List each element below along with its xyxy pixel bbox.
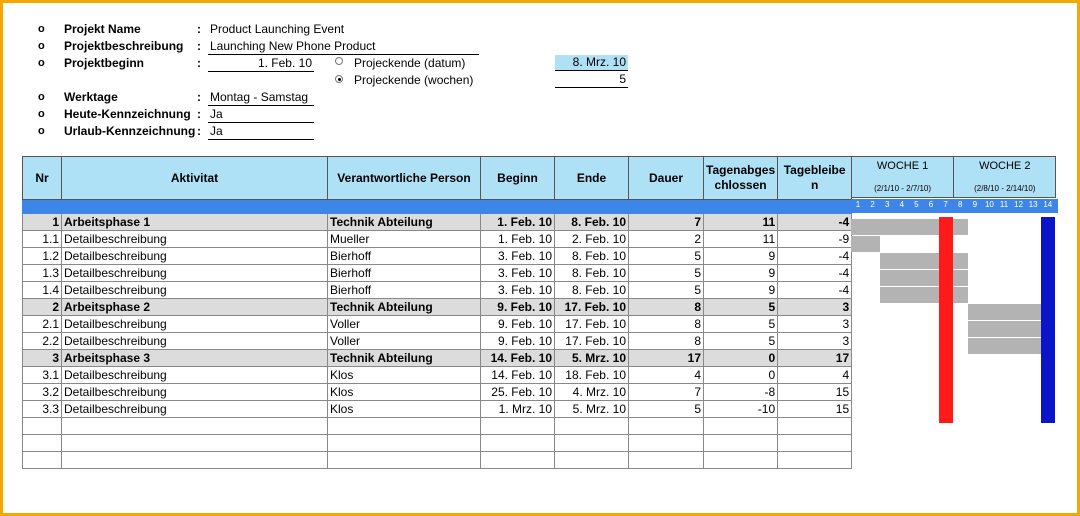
- cell-person[interactable]: Voller: [328, 333, 481, 350]
- cell-duration[interactable]: 5: [629, 401, 704, 418]
- workdays-label: Werktage: [64, 90, 118, 104]
- week-dates: (2/8/10 - 2/14/10): [974, 184, 1036, 193]
- empty-cell[interactable]: [328, 418, 481, 435]
- task-row[interactable]: [23, 384, 852, 401]
- cell-end[interactable]: 8. Feb. 10: [555, 265, 629, 282]
- day-number: 10: [984, 200, 994, 209]
- colon: :: [197, 39, 201, 53]
- start-field[interactable]: [208, 56, 314, 72]
- empty-cell[interactable]: [62, 435, 328, 452]
- colon: :: [197, 22, 201, 36]
- empty-cell[interactable]: [629, 452, 704, 469]
- cell-nr[interactable]: 2.1: [23, 316, 62, 333]
- cell-person[interactable]: Technik Abteilung: [328, 350, 481, 367]
- cell-days-done[interactable]: -8: [704, 384, 778, 401]
- cell-person[interactable]: Mueller: [328, 231, 481, 248]
- cell-person[interactable]: Bierhoff: [328, 248, 481, 265]
- phase-row[interactable]: [23, 299, 852, 316]
- cell-activity[interactable]: Detailbeschreibung: [62, 282, 328, 299]
- cell-person[interactable]: Technik Abteilung: [328, 214, 481, 231]
- day-number: 3: [884, 200, 890, 209]
- empty-cell[interactable]: [704, 435, 778, 452]
- vacation-label: Urlaub-Kennzeichnung: [64, 124, 196, 138]
- day-number: 8: [957, 200, 963, 209]
- cell-days-done[interactable]: 9: [704, 282, 778, 299]
- gantt-bar: [880, 270, 968, 286]
- week-dates: (2/1/10 - 2/7/10): [874, 184, 932, 193]
- cell-days-left[interactable]: 3: [778, 333, 852, 350]
- cell-end[interactable]: 4. Mrz. 10: [555, 384, 629, 401]
- empty-cell[interactable]: [778, 435, 852, 452]
- empty-cell[interactable]: [555, 418, 629, 435]
- week-label: WOCHE 2: [979, 160, 1031, 172]
- cell-nr[interactable]: 1.2: [23, 248, 62, 265]
- task-row[interactable]: [23, 282, 852, 299]
- cell-days-done[interactable]: -10: [704, 401, 778, 418]
- spreadsheet: [3, 3, 1077, 513]
- col-days-done[interactable]: Tagenabges chlossen: [704, 157, 778, 200]
- col-end[interactable]: Ende: [555, 157, 629, 200]
- empty-cell[interactable]: [704, 452, 778, 469]
- cell-end[interactable]: 17. Feb. 10: [555, 333, 629, 350]
- cell-begin[interactable]: 14. Feb. 10: [481, 367, 555, 384]
- day-number: 14: [1043, 200, 1053, 209]
- cell-nr[interactable]: 1.1: [23, 231, 62, 248]
- project-name-label: Projekt Name: [64, 22, 141, 36]
- cell-duration[interactable]: 4: [629, 367, 704, 384]
- cell-duration[interactable]: 5: [629, 248, 704, 265]
- empty-row[interactable]: [23, 452, 852, 469]
- cell-activity[interactable]: Detailbeschreibung: [62, 316, 328, 333]
- cell-duration[interactable]: 5: [629, 265, 704, 282]
- empty-cell[interactable]: [555, 435, 629, 452]
- cell-duration[interactable]: 5: [629, 282, 704, 299]
- vacation-marker: [1041, 217, 1056, 423]
- week-label: WOCHE 1: [876, 160, 929, 172]
- bullet: o: [38, 125, 45, 137]
- empty-cell[interactable]: [778, 452, 852, 469]
- day-number: 1: [855, 200, 861, 209]
- day-number: 6: [928, 200, 934, 209]
- day-number: 12: [1014, 200, 1024, 209]
- description-field[interactable]: [208, 39, 479, 55]
- cell-duration[interactable]: 8: [629, 333, 704, 350]
- cell-days-done[interactable]: 9: [704, 265, 778, 282]
- day-number: 11: [999, 200, 1009, 209]
- cell-days-left[interactable]: -4: [778, 265, 852, 282]
- empty-cell[interactable]: [328, 452, 481, 469]
- cell-duration[interactable]: 8: [629, 316, 704, 333]
- col-nr[interactable]: Nr: [23, 157, 62, 200]
- bullet: o: [38, 23, 45, 35]
- cell-end[interactable]: 5. Mrz. 10: [555, 401, 629, 418]
- cell-days-done[interactable]: 5: [704, 316, 778, 333]
- end-date-label: Projeckende (datum): [354, 56, 466, 70]
- cell-days-left[interactable]: -4: [778, 248, 852, 265]
- empty-cell[interactable]: [629, 418, 704, 435]
- colon: :: [197, 56, 201, 70]
- cell-nr[interactable]: 1: [23, 214, 62, 231]
- cell-person[interactable]: Klos: [328, 384, 481, 401]
- gantt-bar: [880, 287, 968, 303]
- cell-days-done[interactable]: 11: [704, 214, 778, 231]
- cell-activity[interactable]: Arbeitsphase 3: [62, 350, 328, 367]
- cell-duration[interactable]: 7: [629, 384, 704, 401]
- cell-end[interactable]: 8. Feb. 10: [555, 282, 629, 299]
- empty-cell[interactable]: [23, 418, 62, 435]
- cell-activity[interactable]: Detailbeschreibung: [62, 384, 328, 401]
- cell-nr[interactable]: 3.2: [23, 384, 62, 401]
- cell-person[interactable]: Voller: [328, 316, 481, 333]
- gantt-bar: [851, 236, 880, 252]
- cell-days-left[interactable]: 17: [778, 350, 852, 367]
- cell-end[interactable]: 18. Feb. 10: [555, 367, 629, 384]
- vacation-value: Ja: [210, 124, 223, 138]
- task-table: [22, 156, 852, 469]
- empty-cell[interactable]: [62, 418, 328, 435]
- cell-days-left[interactable]: -4: [778, 282, 852, 299]
- col-activity[interactable]: Aktivitat: [62, 157, 328, 200]
- cell-nr[interactable]: 1.4: [23, 282, 62, 299]
- empty-cell[interactable]: [555, 452, 629, 469]
- empty-cell[interactable]: [62, 452, 328, 469]
- cell-begin[interactable]: 9. Feb. 10: [481, 333, 555, 350]
- end-date-field[interactable]: [555, 55, 628, 71]
- cell-begin[interactable]: 9. Feb. 10: [481, 299, 555, 316]
- cell-person[interactable]: Bierhoff: [328, 265, 481, 282]
- cell-days-left[interactable]: -9: [778, 231, 852, 248]
- today-value: Ja: [210, 107, 223, 121]
- cell-days-done[interactable]: 5: [704, 333, 778, 350]
- description-value: Launching New Phone Product: [210, 39, 376, 53]
- cell-begin[interactable]: 1. Feb. 10: [481, 214, 555, 231]
- end-weeks-label: Projeckende (wochen): [354, 73, 474, 87]
- task-row[interactable]: [23, 248, 852, 265]
- day-number: 7: [943, 200, 948, 209]
- empty-cell[interactable]: [328, 435, 481, 452]
- empty-cell[interactable]: [704, 418, 778, 435]
- cell-days-done[interactable]: 0: [704, 350, 778, 367]
- cell-days-done[interactable]: 9: [704, 248, 778, 265]
- task-row[interactable]: [23, 367, 852, 384]
- day-number: 13: [1028, 200, 1038, 209]
- start-label: Projektbeginn: [64, 56, 145, 70]
- table-header: [23, 157, 852, 200]
- task-row[interactable]: [23, 265, 852, 282]
- end-date-radio[interactable]: [335, 57, 343, 65]
- end-weeks-field[interactable]: [555, 72, 628, 88]
- cell-end[interactable]: 17. Feb. 10: [555, 316, 629, 333]
- colon: :: [197, 90, 201, 104]
- bullet: o: [38, 40, 45, 52]
- empty-cell[interactable]: [481, 418, 555, 435]
- day-number: 9: [972, 200, 978, 209]
- cell-activity[interactable]: Detailbeschreibung: [62, 265, 328, 282]
- empty-cell[interactable]: [23, 435, 62, 452]
- empty-cell[interactable]: [481, 435, 555, 452]
- phase-row[interactable]: [23, 350, 852, 367]
- week-header: [953, 156, 1056, 198]
- cell-activity[interactable]: Arbeitsphase 2: [62, 299, 328, 316]
- today-label: Heute-Kennzeichnung: [64, 107, 191, 121]
- empty-row[interactable]: [23, 418, 852, 435]
- day-number: 4: [899, 200, 905, 209]
- col-begin[interactable]: Beginn: [481, 157, 555, 200]
- day-number-bar: [851, 199, 1058, 213]
- bullet: o: [38, 57, 45, 69]
- cell-end[interactable]: 8. Feb. 10: [555, 248, 629, 265]
- cell-begin[interactable]: 3. Feb. 10: [481, 248, 555, 265]
- cell-duration[interactable]: 17: [629, 350, 704, 367]
- end-weeks-radio[interactable]: [335, 75, 343, 83]
- cell-begin[interactable]: 3. Feb. 10: [481, 282, 555, 299]
- gantt-bar: [880, 253, 968, 269]
- cell-nr[interactable]: 1.3: [23, 265, 62, 282]
- task-row[interactable]: [23, 231, 852, 248]
- vacation-field[interactable]: [208, 124, 314, 140]
- cell-days-left[interactable]: 15: [778, 401, 852, 418]
- colon: :: [197, 124, 201, 138]
- cell-days-done[interactable]: 11: [704, 231, 778, 248]
- cell-duration[interactable]: 2: [629, 231, 704, 248]
- task-row[interactable]: [23, 333, 852, 350]
- cell-begin[interactable]: 25. Feb. 10: [481, 384, 555, 401]
- cell-nr[interactable]: 2.2: [23, 333, 62, 350]
- empty-row[interactable]: [23, 435, 852, 452]
- blue-separator-row: [23, 200, 852, 214]
- cell-nr[interactable]: 3: [23, 350, 62, 367]
- end-weeks-value: 5: [619, 72, 626, 86]
- colon: :: [197, 107, 201, 121]
- end-date-value: 8. Mrz. 10: [572, 55, 626, 69]
- col-person[interactable]: Verantwortliche Person: [328, 157, 481, 200]
- cell-end[interactable]: 5. Mrz. 10: [555, 350, 629, 367]
- cell-begin[interactable]: 9. Feb. 10: [481, 316, 555, 333]
- cell-end[interactable]: 2. Feb. 10: [555, 231, 629, 248]
- col-days-left[interactable]: Tagebleibe n: [778, 157, 852, 200]
- cell-person[interactable]: Technik Abteilung: [328, 299, 481, 316]
- cell-person[interactable]: Klos: [328, 367, 481, 384]
- cell-days-left[interactable]: 3: [778, 316, 852, 333]
- week-header: [851, 156, 954, 198]
- cell-days-left[interactable]: 4: [778, 367, 852, 384]
- today-field[interactable]: [208, 107, 314, 123]
- workdays-field[interactable]: [208, 90, 314, 106]
- empty-cell[interactable]: [778, 418, 852, 435]
- cell-duration[interactable]: 8: [629, 299, 704, 316]
- bullet: o: [38, 91, 45, 103]
- day-number: 5: [914, 200, 919, 209]
- cell-duration[interactable]: 7: [629, 214, 704, 231]
- project-name-value[interactable]: Product Launching Event: [210, 22, 345, 36]
- task-row[interactable]: [23, 401, 852, 418]
- cell-begin[interactable]: 1. Feb. 10: [481, 231, 555, 248]
- cell-activity[interactable]: Detailbeschreibung: [62, 248, 328, 265]
- task-row[interactable]: [23, 316, 852, 333]
- cell-days-done[interactable]: 0: [704, 367, 778, 384]
- cell-begin[interactable]: 3. Feb. 10: [481, 265, 555, 282]
- start-value: 1. Feb. 10: [257, 56, 312, 70]
- phase-row[interactable]: [23, 214, 852, 231]
- cell-person[interactable]: Klos: [328, 401, 481, 418]
- cell-activity[interactable]: Detailbeschreibung: [62, 333, 328, 350]
- empty-cell[interactable]: [629, 435, 704, 452]
- cell-days-left[interactable]: 15: [778, 384, 852, 401]
- description-label: Projektbeschreibung: [64, 39, 184, 53]
- cell-activity[interactable]: Detailbeschreibung: [62, 367, 328, 384]
- cell-nr[interactable]: 2: [23, 299, 62, 316]
- empty-cell[interactable]: [23, 452, 62, 469]
- workdays-value: Montag - Samstag: [210, 90, 309, 104]
- day-number: 2: [870, 200, 875, 209]
- cell-begin[interactable]: 14. Feb. 10: [481, 350, 555, 367]
- cell-nr[interactable]: 3.3: [23, 401, 62, 418]
- bullet: o: [38, 108, 45, 120]
- cell-begin[interactable]: 1. Mrz. 10: [481, 401, 555, 418]
- cell-activity[interactable]: Detailbeschreibung: [62, 401, 328, 418]
- cell-nr[interactable]: 3.1: [23, 367, 62, 384]
- cell-activity[interactable]: Detailbeschreibung: [62, 231, 328, 248]
- cell-end[interactable]: 17. Feb. 10: [555, 299, 629, 316]
- empty-cell[interactable]: [481, 452, 555, 469]
- cell-days-left[interactable]: 3: [778, 299, 852, 316]
- cell-days-left[interactable]: -4: [778, 214, 852, 231]
- col-duration[interactable]: Dauer: [629, 157, 704, 200]
- cell-end[interactable]: 8. Feb. 10: [555, 214, 629, 231]
- today-marker: [939, 217, 954, 423]
- cell-activity[interactable]: Arbeitsphase 1: [62, 214, 328, 231]
- cell-days-done[interactable]: 5: [704, 299, 778, 316]
- cell-person[interactable]: Bierhoff: [328, 282, 481, 299]
